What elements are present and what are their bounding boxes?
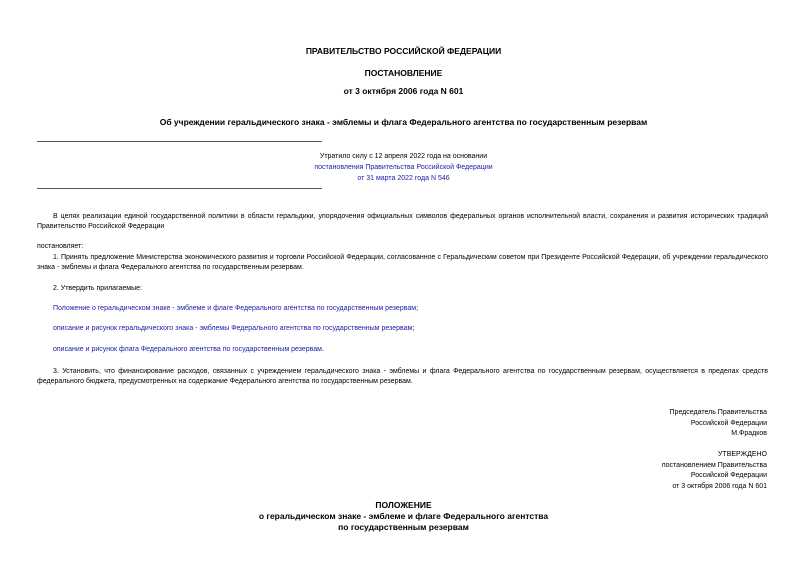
annex-title-line1: ПОЛОЖЕНИЕ (375, 500, 432, 510)
item-1: 1. Принять предложение Министерства экономического развития и торговли Российской Федерации, согласованное с Геральдическим советом при Президенте Российской Федерации, об учреждении геральдического знака - эмблемы и флага Федерального агентства по государственным резервам. (37, 254, 768, 271)
annex-title-line3: по государственным резервам (338, 522, 469, 532)
item-3: 3. Установить, что финансирование расходов, связанных с учреждением геральдического знака - эмблемы и флага Федерального агентства по государственным резервам, осуществляется в пределах средств федерального бюджета, предусмотренных на содержание Федерального агентства по государственным резервам. (37, 368, 768, 385)
repeal-link-line2[interactable]: от 31 марта 2022 года N 546 (357, 175, 450, 182)
list-punctuation: ; (416, 305, 419, 312)
divider-bottom (37, 188, 322, 189)
status-text: Утратило силу с 12 апреля 2022 года на основании (319, 153, 488, 160)
list-item (37, 345, 768, 355)
government-heading: ПРАВИТЕЛЬСТВО РОССИЙСКОЙ ФЕДЕРАЦИИ (305, 46, 502, 56)
intro-paragraph: В целях реализации единой государственной политики в области геральдики, упорядочения официальных символов федеральных органов исполнительной власти, сохранения и развития исторических традиций Правительство Российской Федерации (37, 213, 768, 230)
annex-title (0, 500, 807, 533)
approved-by-2: Российской Федерации (690, 472, 767, 479)
document-type: ПОСТАНОВЛЕНИЕ (364, 68, 443, 78)
approved-by: постановлением Правительства (661, 461, 767, 469)
item-2: 2. Утвердить прилагаемые: (53, 285, 142, 292)
emblem-description-link[interactable]: описание и рисунок геральдического знака - эмблемы Федерального агентства по государственным резервам (53, 325, 413, 332)
divider-top (37, 141, 322, 142)
document-title: Об учреждении геральдического знака - эмблемы и флага Федерального агентства по государственным резервам (159, 117, 648, 127)
annex-title-line2: о геральдическом знаке - эмблеме и флаге Федерального агентства (258, 511, 549, 521)
list-punctuation: ; (412, 325, 415, 332)
approved-block (662, 450, 767, 492)
signature-position: Председатель Правительства (669, 409, 767, 416)
repeal-link-line1[interactable]: постановления Правительства Российской Федерации (314, 164, 493, 171)
list-item (37, 324, 768, 334)
approved-date: от 3 октября 2006 года N 601 (672, 482, 767, 490)
signature-name: М.Фрадков (731, 430, 767, 437)
document-date-number: от 3 октября 2006 года N 601 (343, 86, 464, 96)
flag-description-link[interactable]: описание и рисунок флага Федерального агентства по государственным резервам (53, 346, 322, 353)
approved-label: УТВЕРЖДЕНО (717, 451, 767, 458)
list-punctuation: . (321, 346, 324, 353)
signature-block (670, 408, 767, 440)
signature-position-2: Российской Федерации (690, 419, 767, 427)
list-item (37, 304, 768, 314)
resolves-text: постановляет: (37, 243, 84, 250)
regulation-link[interactable]: Положение о геральдическом знаке - эмблеме и флаге Федерального агентства по государственным резервам (53, 305, 417, 312)
